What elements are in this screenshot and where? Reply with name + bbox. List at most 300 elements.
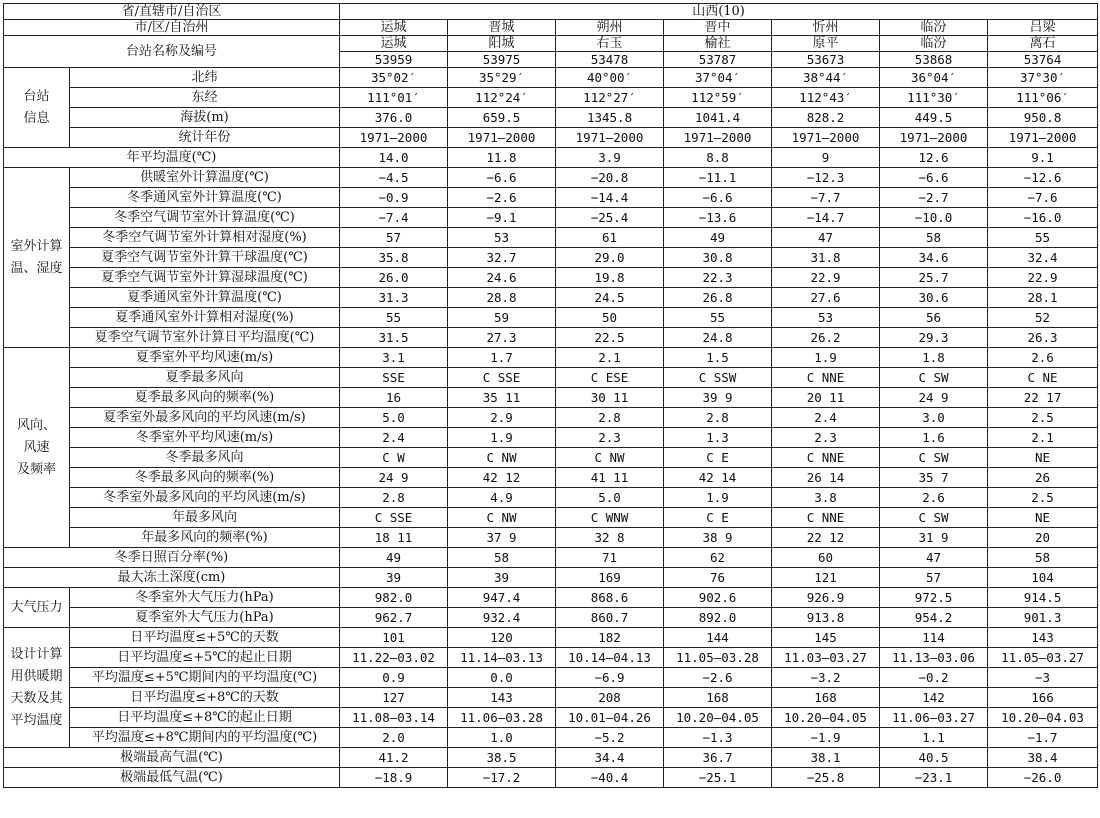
row-label: 极端最高气温(℃)	[4, 748, 340, 768]
value-cell: 55	[988, 228, 1098, 248]
value-cell: 29.0	[556, 248, 664, 268]
value-cell: 11.8	[448, 148, 556, 168]
value-cell: 22.9	[772, 268, 880, 288]
station-id: 53478	[556, 52, 664, 68]
value-cell: 36°04′	[880, 68, 988, 88]
value-cell: 42 12	[448, 468, 556, 488]
value-cell: 11.06—03.27	[880, 708, 988, 728]
value-cell: 22.3	[664, 268, 772, 288]
value-cell: 26.3	[988, 328, 1098, 348]
value-cell: 25.7	[880, 268, 988, 288]
value-cell: C SW	[880, 508, 988, 528]
value-cell: NE	[988, 448, 1098, 468]
value-cell: 10.20—04.05	[664, 708, 772, 728]
value-cell: 2.3	[772, 428, 880, 448]
row-label: 海拔(m)	[70, 108, 340, 128]
value-cell: 2.6	[880, 488, 988, 508]
value-cell: 950.8	[988, 108, 1098, 128]
value-cell: 2.4	[340, 428, 448, 448]
value-cell: 1041.4	[664, 108, 772, 128]
value-cell: 0.0	[448, 668, 556, 688]
station-name: 右玉	[556, 36, 664, 52]
value-cell: 182	[556, 628, 664, 648]
value-cell: 112°24′	[448, 88, 556, 108]
table-row	[4, 688, 1098, 708]
value-cell: −12.6	[988, 168, 1098, 188]
value-cell: 27.3	[448, 328, 556, 348]
value-cell: 11.22—03.02	[340, 648, 448, 668]
value-cell: 168	[664, 688, 772, 708]
value-cell: 2.8	[556, 408, 664, 428]
value-cell: 2.0	[340, 728, 448, 748]
value-cell: 19.8	[556, 268, 664, 288]
value-cell: 143	[448, 688, 556, 708]
value-cell: 2.8	[664, 408, 772, 428]
value-cell: 2.3	[556, 428, 664, 448]
value-cell: 20 11	[772, 388, 880, 408]
value-cell: −7.4	[340, 208, 448, 228]
value-cell: 145	[772, 628, 880, 648]
row-label: 平均温度≤+5℃期间内的平均温度(℃)	[70, 668, 340, 688]
row-label: 夏季最多风向	[70, 368, 340, 388]
row-label: 夏季通风室外计算相对湿度(%)	[70, 308, 340, 328]
table-row	[4, 728, 1098, 748]
value-cell: NE	[988, 508, 1098, 528]
city-name: 运城	[340, 20, 448, 36]
row-label: 夏季最多风向的频率(%)	[70, 388, 340, 408]
value-cell: −2.6	[448, 188, 556, 208]
value-cell: 26 14	[772, 468, 880, 488]
group-label: 风向、 风速 及频率	[4, 348, 70, 548]
value-cell: 1.0	[448, 728, 556, 748]
table-row	[4, 388, 1098, 408]
value-cell: 12.6	[880, 148, 988, 168]
table-row	[4, 508, 1098, 528]
value-cell: 31.3	[340, 288, 448, 308]
province-row	[4, 4, 1098, 20]
value-cell: 1.3	[664, 428, 772, 448]
value-cell: 1.5	[664, 348, 772, 368]
row-label: 夏季通风室外计算温度(℃)	[70, 288, 340, 308]
value-cell: −3.2	[772, 668, 880, 688]
table-row	[4, 448, 1098, 468]
value-cell: −17.2	[448, 768, 556, 788]
value-cell: 38.1	[772, 748, 880, 768]
value-cell: 9	[772, 148, 880, 168]
value-cell: 20	[988, 528, 1098, 548]
value-cell: −14.4	[556, 188, 664, 208]
city-name: 晋城	[448, 20, 556, 36]
value-cell: 114	[880, 628, 988, 648]
row-label: 年最多风向的频率(%)	[70, 528, 340, 548]
table-row	[4, 768, 1098, 788]
value-cell: −6.6	[664, 188, 772, 208]
value-cell: C NNE	[772, 368, 880, 388]
value-cell: −23.1	[880, 768, 988, 788]
value-cell: 1971—2000	[880, 128, 988, 148]
table-row	[4, 328, 1098, 348]
value-cell: 11.13—03.06	[880, 648, 988, 668]
value-cell: 947.4	[448, 588, 556, 608]
table-row	[4, 88, 1098, 108]
value-cell: −5.2	[556, 728, 664, 748]
value-cell: 34.6	[880, 248, 988, 268]
value-cell: 112°43′	[772, 88, 880, 108]
value-cell: −1.7	[988, 728, 1098, 748]
row-label: 日平均温度≤+5℃的起止日期	[70, 648, 340, 668]
value-cell: 11.05—03.27	[988, 648, 1098, 668]
value-cell: 1971—2000	[340, 128, 448, 148]
value-cell: 39 9	[664, 388, 772, 408]
value-cell: 1.9	[448, 428, 556, 448]
table-row	[4, 348, 1098, 368]
value-cell: −25.1	[664, 768, 772, 788]
row-label: 夏季室外最多风向的平均风速(m/s)	[70, 408, 340, 428]
row-label: 冬季空气调节室外计算温度(℃)	[70, 208, 340, 228]
row-label: 年平均温度(℃)	[4, 148, 340, 168]
city-name: 朔州	[556, 20, 664, 36]
climate-data-table	[3, 3, 1098, 788]
value-cell: 3.9	[556, 148, 664, 168]
value-cell: 37°30′	[988, 68, 1098, 88]
value-cell: 10.20—04.05	[772, 708, 880, 728]
station-label: 台站名称及编号	[4, 36, 340, 68]
value-cell: 1.7	[448, 348, 556, 368]
table-row	[4, 208, 1098, 228]
station-id: 53673	[772, 52, 880, 68]
row-label: 极端最低气温(℃)	[4, 768, 340, 788]
value-cell: 901.3	[988, 608, 1098, 628]
value-cell: 24 9	[340, 468, 448, 488]
value-cell: 1971—2000	[556, 128, 664, 148]
value-cell: 22 17	[988, 388, 1098, 408]
row-label: 冬季空气调节室外计算相对湿度(%)	[70, 228, 340, 248]
station-id: 53975	[448, 52, 556, 68]
table-row	[4, 748, 1098, 768]
table-row	[4, 488, 1098, 508]
row-label: 冬季日照百分率(%)	[4, 548, 340, 568]
value-cell: 3.8	[772, 488, 880, 508]
table-row	[4, 228, 1098, 248]
value-cell: 376.0	[340, 108, 448, 128]
value-cell: 26.8	[664, 288, 772, 308]
value-cell: C E	[664, 448, 772, 468]
province-value: 山西(10)	[340, 4, 1098, 20]
value-cell: 53	[448, 228, 556, 248]
value-cell: 860.7	[556, 608, 664, 628]
station-name: 临汾	[880, 36, 988, 52]
value-cell: 55	[664, 308, 772, 328]
group-label: 设计计算 用供暖期 天数及其 平均温度	[4, 628, 70, 748]
value-cell: 58	[448, 548, 556, 568]
station-id: 53764	[988, 52, 1098, 68]
value-cell: 32.7	[448, 248, 556, 268]
value-cell: 10.01—04.26	[556, 708, 664, 728]
station-name: 阳城	[448, 36, 556, 52]
value-cell: −18.9	[340, 768, 448, 788]
row-label: 夏季空气调节室外计算日平均温度(℃)	[70, 328, 340, 348]
city-name: 吕梁	[988, 20, 1098, 36]
row-label: 北纬	[70, 68, 340, 88]
value-cell: C NNE	[772, 448, 880, 468]
value-cell: 112°59′	[664, 88, 772, 108]
value-cell: 49	[664, 228, 772, 248]
value-cell: 28.1	[988, 288, 1098, 308]
value-cell: 112°27′	[556, 88, 664, 108]
row-label: 日平均温度≤+8℃的起止日期	[70, 708, 340, 728]
value-cell: 22.9	[988, 268, 1098, 288]
table-row	[4, 648, 1098, 668]
value-cell: 4.9	[448, 488, 556, 508]
value-cell: 449.5	[880, 108, 988, 128]
value-cell: 2.4	[772, 408, 880, 428]
value-cell: −13.6	[664, 208, 772, 228]
value-cell: 30.6	[880, 288, 988, 308]
value-cell: 1971—2000	[772, 128, 880, 148]
station-id: 53959	[340, 52, 448, 68]
value-cell: 53	[772, 308, 880, 328]
value-cell: C NW	[556, 448, 664, 468]
value-cell: 38 9	[664, 528, 772, 548]
station-name: 原平	[772, 36, 880, 52]
value-cell: −14.7	[772, 208, 880, 228]
value-cell: 954.2	[880, 608, 988, 628]
table-row	[4, 188, 1098, 208]
table-row	[4, 168, 1098, 188]
value-cell: 56	[880, 308, 988, 328]
value-cell: −2.7	[880, 188, 988, 208]
row-label: 冬季室外最多风向的平均风速(m/s)	[70, 488, 340, 508]
table-row	[4, 68, 1098, 88]
value-cell: 208	[556, 688, 664, 708]
table-row	[4, 608, 1098, 628]
value-cell: 34.4	[556, 748, 664, 768]
value-cell: −6.6	[448, 168, 556, 188]
value-cell: 1345.8	[556, 108, 664, 128]
value-cell: SSE	[340, 368, 448, 388]
value-cell: 2.5	[988, 408, 1098, 428]
value-cell: 10.14—04.13	[556, 648, 664, 668]
value-cell: 926.9	[772, 588, 880, 608]
value-cell: 39	[448, 568, 556, 588]
value-cell: −2.6	[664, 668, 772, 688]
value-cell: 28.8	[448, 288, 556, 308]
value-cell: 57	[340, 228, 448, 248]
table-row	[4, 428, 1098, 448]
value-cell: 18 11	[340, 528, 448, 548]
row-label: 平均温度≤+8℃期间内的平均温度(℃)	[70, 728, 340, 748]
value-cell: −1.3	[664, 728, 772, 748]
value-cell: −9.1	[448, 208, 556, 228]
value-cell: 61	[556, 228, 664, 248]
value-cell: −1.9	[772, 728, 880, 748]
value-cell: 111°01′	[340, 88, 448, 108]
value-cell: 31 9	[880, 528, 988, 548]
row-label: 东经	[70, 88, 340, 108]
row-label: 日平均温度≤+5℃的天数	[70, 628, 340, 648]
value-cell: 37°04′	[664, 68, 772, 88]
value-cell: −25.8	[772, 768, 880, 788]
value-cell: 22.5	[556, 328, 664, 348]
value-cell: 26.2	[772, 328, 880, 348]
city-row	[4, 20, 1098, 36]
value-cell: 24.5	[556, 288, 664, 308]
value-cell: 2.6	[988, 348, 1098, 368]
value-cell: C SW	[880, 368, 988, 388]
value-cell: 142	[880, 688, 988, 708]
value-cell: 913.8	[772, 608, 880, 628]
value-cell: −20.8	[556, 168, 664, 188]
group-label: 大气压力	[4, 588, 70, 628]
city-name: 忻州	[772, 20, 880, 36]
value-cell: 16	[340, 388, 448, 408]
value-cell: 27.6	[772, 288, 880, 308]
value-cell: 2.5	[988, 488, 1098, 508]
table-row	[4, 708, 1098, 728]
station-id: 53787	[664, 52, 772, 68]
value-cell: 24.8	[664, 328, 772, 348]
value-cell: 42 14	[664, 468, 772, 488]
row-label: 冬季室外大气压力(hPa)	[70, 588, 340, 608]
group-label: 台站 信息	[4, 68, 70, 148]
value-cell: 52	[988, 308, 1098, 328]
table-row	[4, 248, 1098, 268]
value-cell: C SSE	[448, 368, 556, 388]
city-name: 晋中	[664, 20, 772, 36]
value-cell: −11.1	[664, 168, 772, 188]
value-cell: 1.9	[772, 348, 880, 368]
value-cell: 1971—2000	[988, 128, 1098, 148]
value-cell: −25.4	[556, 208, 664, 228]
value-cell: 62	[664, 548, 772, 568]
value-cell: 8.8	[664, 148, 772, 168]
value-cell: C NW	[448, 448, 556, 468]
row-label: 供暖室外计算温度(℃)	[70, 168, 340, 188]
row-label: 冬季最多风向的频率(%)	[70, 468, 340, 488]
value-cell: 39	[340, 568, 448, 588]
value-cell: −16.0	[988, 208, 1098, 228]
value-cell: 55	[340, 308, 448, 328]
value-cell: C SSW	[664, 368, 772, 388]
value-cell: 37 9	[448, 528, 556, 548]
value-cell: −4.5	[340, 168, 448, 188]
value-cell: 104	[988, 568, 1098, 588]
value-cell: 0.9	[340, 668, 448, 688]
value-cell: C NNE	[772, 508, 880, 528]
value-cell: 914.5	[988, 588, 1098, 608]
value-cell: −7.7	[772, 188, 880, 208]
value-cell: −6.6	[880, 168, 988, 188]
value-cell: 5.0	[340, 408, 448, 428]
table-row	[4, 468, 1098, 488]
city-label: 市/区/自治州	[4, 20, 340, 36]
value-cell: 29.3	[880, 328, 988, 348]
value-cell: −10.0	[880, 208, 988, 228]
value-cell: 982.0	[340, 588, 448, 608]
table-row	[4, 148, 1098, 168]
row-label: 夏季空气调节室外计算湿球温度(℃)	[70, 268, 340, 288]
value-cell: 2.1	[556, 348, 664, 368]
table-row	[4, 628, 1098, 648]
value-cell: 11.14—03.13	[448, 648, 556, 668]
value-cell: 1971—2000	[448, 128, 556, 148]
value-cell: 127	[340, 688, 448, 708]
value-cell: 1.6	[880, 428, 988, 448]
table-row	[4, 528, 1098, 548]
row-label: 统计年份	[70, 128, 340, 148]
value-cell: C SW	[880, 448, 988, 468]
value-cell: 35.8	[340, 248, 448, 268]
value-cell: 11.05—03.28	[664, 648, 772, 668]
value-cell: 1971—2000	[664, 128, 772, 148]
value-cell: 892.0	[664, 608, 772, 628]
table-row	[4, 308, 1098, 328]
table-row	[4, 668, 1098, 688]
value-cell: 30 11	[556, 388, 664, 408]
value-cell: 659.5	[448, 108, 556, 128]
province-label: 省/直辖市/自治区	[4, 4, 340, 20]
value-cell: 9.1	[988, 148, 1098, 168]
value-cell: 31.8	[772, 248, 880, 268]
value-cell: C ESE	[556, 368, 664, 388]
value-cell: −26.0	[988, 768, 1098, 788]
value-cell: C W	[340, 448, 448, 468]
value-cell: −3	[988, 668, 1098, 688]
value-cell: 10.20—04.03	[988, 708, 1098, 728]
value-cell: 36.7	[664, 748, 772, 768]
city-name: 临汾	[880, 20, 988, 36]
value-cell: 2.9	[448, 408, 556, 428]
value-cell: 166	[988, 688, 1098, 708]
value-cell: 111°06′	[988, 88, 1098, 108]
value-cell: C SSE	[340, 508, 448, 528]
value-cell: 868.6	[556, 588, 664, 608]
value-cell: 120	[448, 628, 556, 648]
value-cell: 2.1	[988, 428, 1098, 448]
row-label: 日平均温度≤+8℃的天数	[70, 688, 340, 708]
value-cell: −40.4	[556, 768, 664, 788]
value-cell: 902.6	[664, 588, 772, 608]
station-name: 运城	[340, 36, 448, 52]
row-label: 最大冻土深度(cm)	[4, 568, 340, 588]
table-row	[4, 128, 1098, 148]
value-cell: 3.0	[880, 408, 988, 428]
table-row	[4, 408, 1098, 428]
value-cell: 143	[988, 628, 1098, 648]
value-cell: 35 7	[880, 468, 988, 488]
value-cell: 40.5	[880, 748, 988, 768]
row-label: 冬季最多风向	[70, 448, 340, 468]
value-cell: −6.9	[556, 668, 664, 688]
row-label: 夏季空气调节室外计算干球温度(℃)	[70, 248, 340, 268]
value-cell: 828.2	[772, 108, 880, 128]
value-cell: 972.5	[880, 588, 988, 608]
value-cell: 32 8	[556, 528, 664, 548]
value-cell: 26.0	[340, 268, 448, 288]
table-row	[4, 368, 1098, 388]
value-cell: 30.8	[664, 248, 772, 268]
value-cell: 5.0	[556, 488, 664, 508]
station-name-row	[4, 36, 1098, 52]
value-cell: 50	[556, 308, 664, 328]
value-cell: 1.8	[880, 348, 988, 368]
value-cell: 24 9	[880, 388, 988, 408]
value-cell: 60	[772, 548, 880, 568]
value-cell: 962.7	[340, 608, 448, 628]
value-cell: 14.0	[340, 148, 448, 168]
value-cell: 58	[988, 548, 1098, 568]
value-cell: 168	[772, 688, 880, 708]
